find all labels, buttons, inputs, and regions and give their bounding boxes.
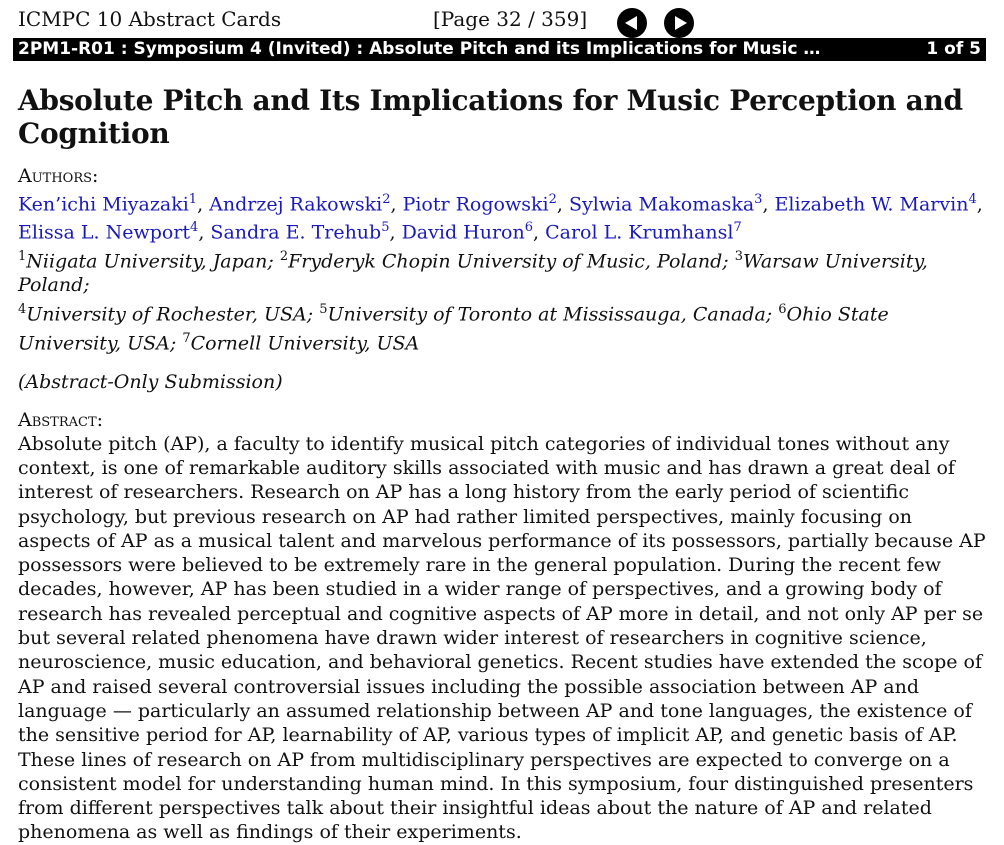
affil-sup: 7 <box>182 330 191 346</box>
paper-card <box>18 84 993 845</box>
author-sup: 6 <box>524 220 533 236</box>
author-link[interactable]: Elissa L. Newport <box>18 221 191 244</box>
affiliation: Warsaw University, Poland; <box>18 249 928 297</box>
affil-sup: 1 <box>18 248 27 264</box>
author-sup: 2 <box>548 192 557 207</box>
affiliation: Cornell University, USA <box>190 332 420 355</box>
document-title: ICMPC 10 Abstract Cards <box>18 7 282 31</box>
author-sup: 7 <box>733 220 742 236</box>
top-bar <box>18 5 993 33</box>
author-sup: 2 <box>382 192 391 207</box>
session-bar <box>13 38 986 61</box>
session-title: 2PM1-R01 : Symposium 4 (Invited) : Absolute Pitch and its Implications for Music … <box>18 39 821 59</box>
paper-title: Absolute Pitch and Its Implications for Music Perception and Cognition <box>18 84 963 150</box>
author-link[interactable]: Carol L. Krumhansl <box>545 221 734 244</box>
author-sup: 1 <box>188 192 198 207</box>
submission-type: (Abstract-Only Submission) <box>18 370 283 393</box>
author-link[interactable]: Elizabeth W. Marvin <box>774 193 969 216</box>
next-page-icon[interactable] <box>664 8 694 38</box>
session-count: 1 of 5 <box>926 39 981 59</box>
affil-sup: 4 <box>18 301 27 317</box>
abstract-text: Absolute pitch (AP), a faculty to identify musical pitch categories of individual tones without any context, is one of remarkable auditory skills associated with music and has drawn a great deal of interest of researchers. Research on AP has a long history from the early period of scientific psychology, but previous research on AP had rather limited perspectives, mainly focusing on aspects of AP as a musical talent and marvelous performance of its possessors, partially because AP possessors were believed to be extremely rare in the general population. During the recent few decades, however, AP has been studied in a wider range of perspectives, and a growing body of research has revealed perceptual and cognitive aspects of AP more in detail, and not only AP per se but several related phenomena have drawn wider interest of researchers in cognitive science, neuroscience, music education, and behavioral genetics. Recent studies have extended the scope of AP and raised several controversial issues including the possible association between AP and language — particularly an assumed relationship between AP and tone languages, the existence of the sensitive period for AP, learnability of AP, various types of implicit AP, and genetic basis of AP. These lines of research on AP from multidisciplinary perspectives are expected to converge on a consistent model for understanding human mind. In this symposium, four distinguished presenters from different perspectives talk about their insightful ideas about the nature of AP and related phenomena as well as findings of their experiments. <box>18 432 986 844</box>
prev-page-icon[interactable] <box>617 8 647 38</box>
author-link[interactable]: Sylwia Makomaska <box>568 193 755 216</box>
affiliation: Niigata University, Japan; <box>26 249 274 272</box>
author-sup: 4 <box>968 192 977 207</box>
affil-sup: 5 <box>319 301 328 317</box>
affiliation: Fryderyk Chopin University of Music, Poland; <box>288 249 729 272</box>
abstract-label: Abstract: <box>18 408 104 431</box>
authors-label: Authors: <box>18 165 99 187</box>
author-link[interactable]: Ken’ichi Miyazaki <box>18 193 189 216</box>
affiliation: Ohio State University, USA; <box>18 303 889 355</box>
affiliations <box>18 245 993 356</box>
author-sup: 4 <box>190 220 199 236</box>
author-sup: 5 <box>381 220 390 236</box>
author-link[interactable]: David Huron <box>401 221 525 244</box>
author-link[interactable]: Piotr Rogowski <box>402 193 549 216</box>
affil-sup: 3 <box>734 248 743 264</box>
author-link[interactable]: Andrzej Rakowski <box>209 193 383 216</box>
author-list: Ken’ichi Miyazaki$^1$, Andrzej Rakowski$^2$, Piotr Rogowski$^2$, Sylwia Makomaska$^3$, Elizabeth W. Marvin$^4$, Elissa L. Newport$^4$, Sandra E. Trehub$^5$, David Huron$^6$, Carol L. Krumhansl$^7$ <box>18 192 983 244</box>
page-indicator: [Page 32 / 359] <box>433 7 588 31</box>
author-sup: 3 <box>754 192 763 207</box>
author-link[interactable]: Sandra E. Trehub <box>210 221 382 244</box>
affil-sup: 6 <box>778 301 787 317</box>
affiliation: University of Rochester, USA; <box>26 303 314 326</box>
affil-sup: 2 <box>279 248 289 264</box>
affiliation: University of Toronto at Mississauga, Canada; <box>327 303 773 326</box>
